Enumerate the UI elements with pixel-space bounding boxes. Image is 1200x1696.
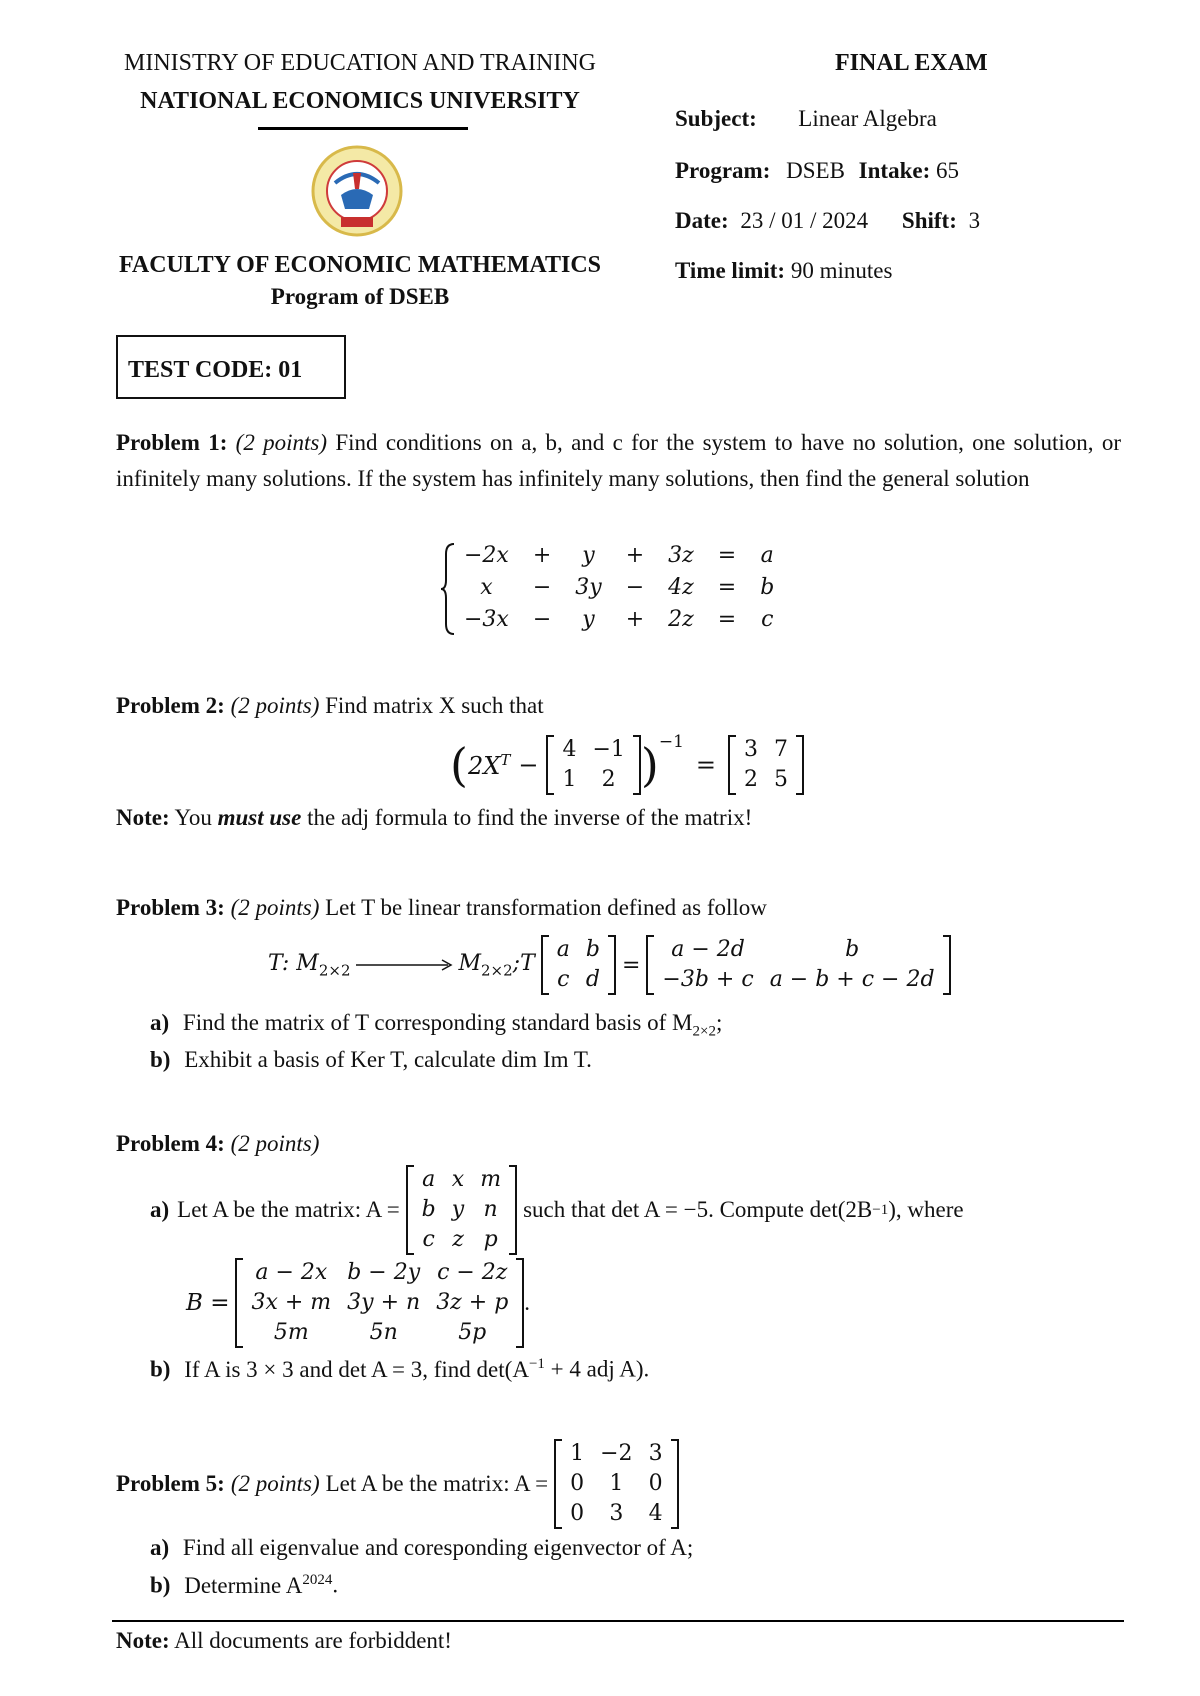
p4-matrix-a-row [414, 1165, 509, 1195]
system-cell: −2x [464, 543, 509, 568]
note-emphasis: must use [217, 805, 302, 830]
p4-matrix-a-cell: m [480, 1167, 502, 1192]
system-cell: + [625, 607, 645, 632]
note-pre: You [174, 805, 212, 830]
p2-matrix-b-cell: 5 [774, 767, 788, 792]
date-value: 23 / 01 / 2024 [740, 208, 869, 233]
eq-transpose: T [500, 750, 511, 769]
p3-rhs-matrix-cell: −3b + c [662, 967, 754, 992]
p3-rhs-matrix-row [654, 935, 942, 965]
part-a-text: Find all eigenvalue and coresponding eigenvector of A; [182, 1535, 694, 1560]
p3-rhs-matrix-cell: a − 2d [671, 937, 745, 962]
p3-lhs-matrix-cell: c [557, 967, 570, 992]
ministry-name: MINISTRY OF EDUCATION AND TRAINING [123, 50, 596, 76]
problem-4-matrix-b-row [186, 1256, 530, 1350]
problem-2-text: Find matrix X such that [325, 693, 544, 718]
problem-3-text: Let T be linear transformation defined as follow [325, 895, 767, 920]
problem-2-matrix-b [728, 735, 804, 795]
shift-label: Shift: [901, 208, 957, 233]
problem-3-statement [116, 890, 767, 926]
eq-2xt [468, 751, 510, 780]
note-label: Note: [116, 805, 170, 830]
part-a-end: ; [715, 1010, 723, 1035]
p4-matrix-a-cell: y [451, 1197, 465, 1222]
p2-matrix-b-row [736, 765, 796, 795]
p2-matrix-a-cell: 2 [601, 767, 616, 792]
program-label: Program: [675, 158, 771, 183]
system-cell: y [582, 543, 595, 568]
time-value: 90 minutes [790, 258, 893, 283]
p3-lhs-matrix-row [549, 935, 608, 965]
faculty-name: FACULTY OF ECONOMIC MATHEMATICS [118, 252, 601, 278]
b-dot: . [524, 1290, 531, 1315]
footer-note-label: Note: [116, 1628, 170, 1653]
problem-3-part-a [150, 1010, 722, 1041]
system-table [452, 540, 786, 636]
p4-matrix-b-cell: c − 2z [437, 1260, 508, 1285]
eq-inverse: −1 [658, 732, 684, 752]
p5-matrix-cell: 0 [648, 1471, 663, 1496]
part-a-pre: Let A be the matrix: A = [177, 1197, 400, 1222]
problem-4-label: Problem 4: [116, 1131, 225, 1156]
problem-5-label: Problem 5: [116, 1471, 225, 1496]
system-cell: b [760, 575, 775, 600]
system-cell: x [480, 575, 493, 600]
open-paren: ( [450, 738, 468, 792]
p4-matrix-b-cell: b − 2y [347, 1260, 421, 1285]
eq-minus: − [518, 751, 539, 779]
system-row [452, 572, 786, 604]
part-b-label: b) [150, 1047, 171, 1072]
map-equals: = [621, 952, 641, 978]
p3-lhs-matrix-row [549, 965, 608, 995]
p4-matrix-b-cell: 3x + m [251, 1290, 332, 1315]
shift-value: 3 [968, 208, 981, 233]
program-row [675, 158, 959, 184]
p4-matrix-b-row [243, 1318, 516, 1348]
system-cell: = [717, 543, 737, 568]
problem-3-part-b [150, 1047, 592, 1073]
problem-5-statement [116, 1436, 679, 1532]
p3-rhs-matrix-cell: a − b + c − 2d [769, 967, 935, 992]
system-cell: − [532, 607, 552, 632]
p4-matrix-a-cell: x [451, 1167, 465, 1192]
p2-matrix-a-cell: −1 [592, 737, 625, 762]
date-row [675, 208, 980, 234]
p4-matrix-b-row [243, 1258, 516, 1288]
p3-rhs-matrix-cell: b [845, 937, 860, 962]
part-b-label: b) [150, 1572, 171, 1598]
problem-5-matrix [554, 1439, 678, 1529]
time-row [675, 258, 892, 284]
intake-label: Intake: [858, 158, 931, 183]
problem-1-label: Problem 1: [116, 430, 228, 455]
problem-4-part-b [150, 1356, 649, 1383]
part-b-end: . [332, 1572, 339, 1598]
p4-matrix-b-cell: 5m [273, 1320, 309, 1345]
map-lhs [268, 951, 350, 979]
problem-4-matrix-a [406, 1165, 517, 1255]
map-rhs-sub: 2×2 [481, 961, 513, 980]
p5-matrix-cell: 0 [570, 1501, 585, 1526]
header-divider [258, 127, 468, 130]
footer-note-text: All documents are forbiddent! [174, 1628, 452, 1653]
map-rhs-text: M [458, 950, 482, 976]
p5-matrix-cell: 3 [609, 1501, 624, 1526]
problem-3-points: (2 points) [230, 895, 320, 920]
problem-3-label: Problem 3: [116, 895, 225, 920]
map-arrow-icon [354, 958, 454, 972]
b-equals: B = [186, 1290, 230, 1316]
p3-lhs-matrix-cell: b [585, 937, 600, 962]
p5-matrix-cell: 4 [648, 1501, 663, 1526]
note-post: the adj formula to find the inverse of the matrix! [307, 805, 753, 830]
problem-4-points: (2 points) [230, 1131, 320, 1156]
part-a-post: such that det A = −5. Compute det(2B [523, 1197, 873, 1222]
system-cell: = [717, 607, 737, 632]
problem-4-part-a [150, 1162, 964, 1258]
p4-matrix-b-cell: 5n [369, 1320, 398, 1345]
p3-rhs-matrix-row [654, 965, 942, 995]
p5-matrix-cell: 3 [648, 1441, 663, 1466]
p4-matrix-a-cell: c [422, 1227, 435, 1252]
map-rhs [458, 951, 534, 979]
p4-matrix-b-cell: 5p [458, 1320, 487, 1345]
problem-2-matrix-a [546, 735, 640, 795]
part-b-text: Exhibit a basis of Ker T, calculate dim Im T. [184, 1047, 592, 1072]
footer-note [116, 1628, 452, 1654]
p4-matrix-b-row [243, 1288, 516, 1318]
p4-matrix-a-cell: z [452, 1227, 464, 1252]
system-row [452, 540, 786, 572]
subject-label: Subject: [675, 106, 757, 131]
part-a-end: ), where [888, 1197, 964, 1222]
problem-1-statement [116, 425, 1121, 497]
part-b-label: b) [150, 1356, 171, 1382]
time-label: Time limit: [675, 258, 786, 283]
system-cell: −3x [464, 607, 509, 632]
problem-4-statement [116, 1126, 319, 1162]
p5-matrix-cell: 1 [609, 1471, 624, 1496]
p4-matrix-b-cell: 3y + n [347, 1290, 421, 1315]
p4-matrix-a-cell: n [483, 1197, 498, 1222]
p4-matrix-b-cell: 3z + p [436, 1290, 509, 1315]
p4-matrix-a-row [414, 1225, 509, 1255]
system-cell: − [625, 575, 645, 600]
problem-5-points: (2 points) [230, 1471, 320, 1496]
part-a-text: Find the matrix of T corresponding standard basis of M [182, 1010, 693, 1035]
system-cell: = [717, 575, 737, 600]
problem-4-matrix-b [235, 1258, 524, 1348]
p3-lhs-matrix-cell: a [556, 937, 570, 962]
problem-2-equation [450, 730, 804, 800]
p5-matrix-cell: −2 [600, 1441, 633, 1466]
p3-lhs-matrix-cell: d [585, 967, 600, 992]
part-a-sub: 2×2 [692, 1023, 716, 1040]
p4-matrix-a-row [414, 1195, 509, 1225]
intake-value: 65 [935, 158, 959, 183]
system-cell: 4z [668, 575, 694, 600]
p2-matrix-a-row [554, 735, 632, 765]
p5-matrix-cell: 1 [570, 1441, 585, 1466]
system-cell: a [760, 543, 774, 568]
problem-5-part-b [150, 1572, 338, 1599]
p5-matrix-row [562, 1439, 670, 1469]
p2-matrix-a-cell: 1 [562, 767, 577, 792]
p2-matrix-b-cell: 2 [744, 767, 758, 792]
problem-1-system [440, 540, 786, 636]
system-cell: + [625, 543, 645, 568]
problem-2-points: (2 points) [230, 693, 320, 718]
p5-matrix-row [562, 1499, 670, 1529]
eq-equals: = [695, 751, 716, 779]
part-b-text: Determine A [184, 1572, 303, 1598]
date-label: Date: [675, 208, 729, 233]
p4-matrix-a-cell: p [483, 1227, 498, 1252]
university-name: NATIONAL ECONOMICS UNIVERSITY [140, 88, 580, 114]
system-cell: 3z [668, 543, 694, 568]
map-lhs-sub: 2×2 [318, 961, 351, 980]
problem-5-text: Let A be the matrix: A = [325, 1471, 549, 1496]
p2-matrix-a-row [554, 765, 632, 795]
test-code-box: TEST CODE: 01 [116, 335, 346, 399]
p5-matrix-cell: 0 [570, 1471, 585, 1496]
problem-2-label: Problem 2: [116, 693, 225, 718]
university-logo [305, 143, 409, 239]
part-a-sup: −1 [872, 1201, 889, 1218]
system-cell: − [532, 575, 552, 600]
subject-row [675, 106, 937, 132]
system-cell: y [582, 607, 595, 632]
p2-matrix-a-cell: 4 [562, 737, 577, 762]
part-a-label: a) [150, 1197, 170, 1222]
p2-matrix-b-cell: 7 [774, 737, 788, 762]
map-lhs-text: T: M [268, 950, 319, 976]
map-t: ;T [512, 950, 535, 976]
part-b-sup: 2024 [302, 1572, 333, 1588]
system-row [452, 604, 786, 636]
problem-3-lhs-matrix [541, 935, 616, 995]
program-value: DSEB [786, 158, 845, 183]
system-brace [440, 542, 456, 636]
system-cell: c [761, 607, 774, 632]
problem-5-part-a [150, 1535, 693, 1561]
system-cell: 3y [575, 575, 602, 600]
part-a-label: a) [150, 1010, 170, 1035]
subject-value: Linear Algebra [798, 106, 937, 131]
program-line: Program of DSEB [270, 284, 450, 309]
part-b-sup: −1 [528, 1356, 545, 1372]
p4-matrix-b-cell: a − 2x [255, 1260, 328, 1285]
system-cell: 2z [668, 607, 694, 632]
system-cell: + [532, 543, 552, 568]
problem-3-rhs-matrix [646, 935, 950, 995]
p2-matrix-b-row [736, 735, 796, 765]
problem-1-text: Find conditions on a, b, and c for the system to have no solution, one solution, or infinitely many solutions. If the system has infinitely many solutions, then find the general solution [116, 430, 1122, 491]
problem-3-map [268, 930, 951, 1000]
exam-title: FINAL EXAM [835, 50, 988, 76]
p4-matrix-a-cell: a [422, 1167, 436, 1192]
p2-matrix-b-cell: 3 [744, 737, 758, 762]
part-b-end: + 4 adj A). [544, 1356, 650, 1382]
problem-1-points: (2 points) [235, 430, 328, 455]
p5-matrix-row [562, 1469, 670, 1499]
close-paren: ) [640, 738, 659, 792]
part-a-label: a) [150, 1535, 170, 1560]
problem-2-note [116, 800, 752, 836]
footer-divider [112, 1620, 1124, 1622]
p4-matrix-a-cell: b [421, 1197, 436, 1222]
problem-2-statement [116, 688, 544, 724]
eq-2x: 2X [467, 751, 501, 780]
part-b-text: If A is 3 × 3 and det A = 3, find det(A [184, 1356, 529, 1382]
